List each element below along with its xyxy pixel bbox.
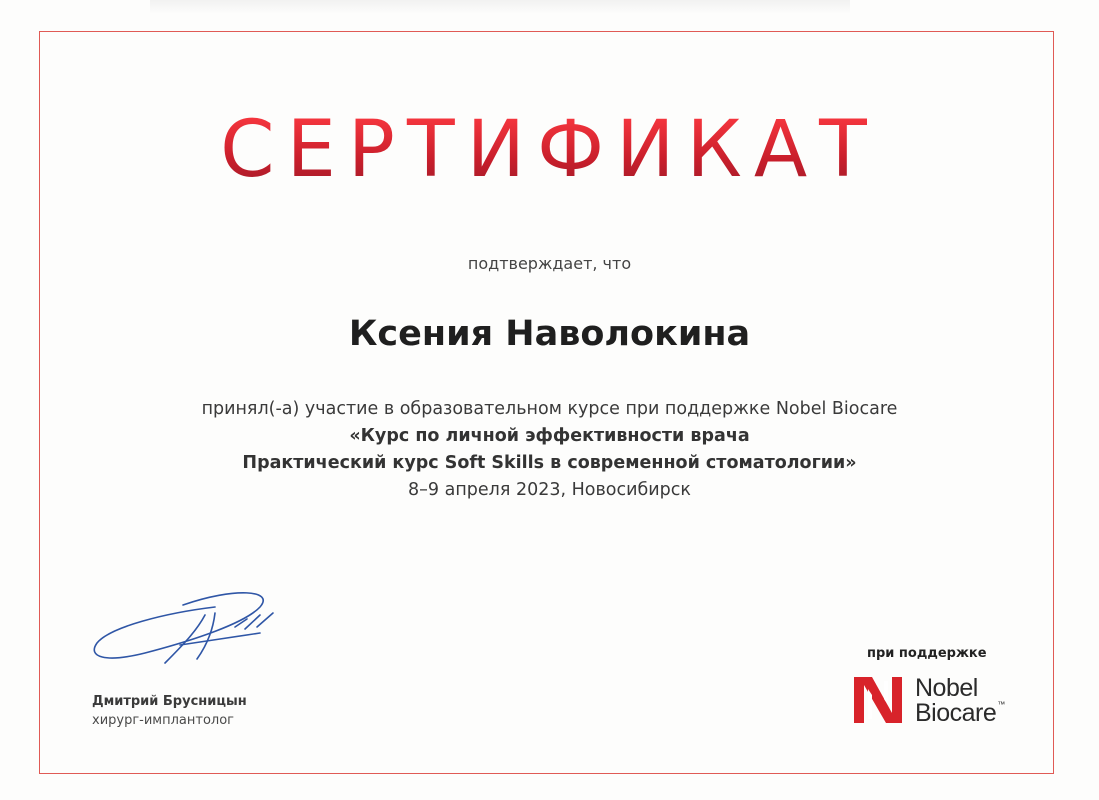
date-location: 8–9 апреля 2023, Новосибирск [408,480,691,500]
brand-name-line-2 [915,701,1005,726]
scan-artifact [150,0,850,14]
nobel-biocare-n-logo-icon [852,675,904,725]
course-title-line-1: «Курс по личной эффективности врача [349,426,750,446]
signer-name: Дмитрий Брусницын [92,694,247,709]
recipient-name: Ксения Наволокина [348,314,751,354]
signer-role: хирург-имплантолог [92,713,235,728]
certificate-title: СЕРТИФИКАТ [0,108,1099,194]
trademark-symbol: ™ [997,700,1005,709]
course-title-line-2: Практический курс Soft Skills в современной стоматологии» [242,453,857,473]
course-description [0,396,1099,504]
brand-name-line-1: Nobel [915,674,978,702]
sponsor-caption: при поддержке [867,646,987,661]
brand-name-biocare: Biocare [915,699,997,727]
participation-text: принял(-а) участие в образовательном курсе при поддержке Nobel Biocare [201,399,898,419]
confirms-text: подтверждает, что [467,254,632,273]
handwritten-signature-icon [85,585,285,675]
